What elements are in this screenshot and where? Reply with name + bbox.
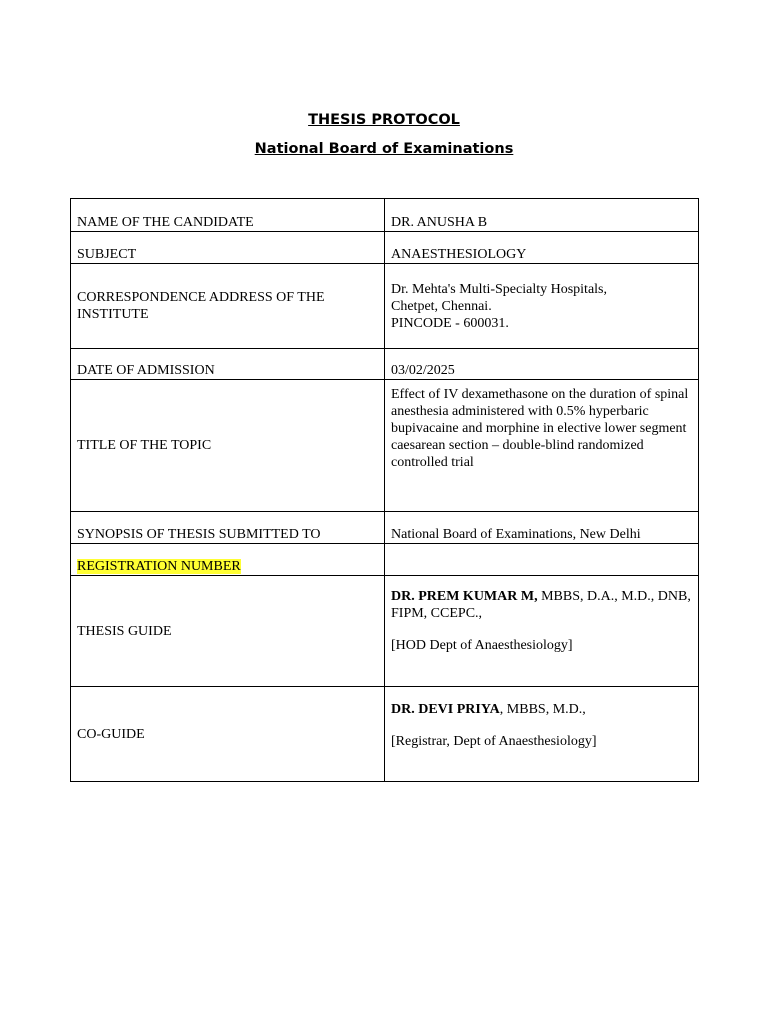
table-row-registration bbox=[71, 544, 699, 576]
address-line-3: PINCODE - 600031. bbox=[391, 315, 509, 331]
topic-value: Effect of IV dexamethasone on the duration of spinal anesthesia administered with 0.5% hyperbaric bupivacaine and morphine in elective lower segment caesarean section – double-blind randomized controlled trial bbox=[385, 380, 699, 512]
address-label: CORRESPONDENCE ADDRESS OF THE INSTITUTE bbox=[71, 264, 385, 349]
coguide-name: DR. DEVI PRIYA bbox=[391, 702, 500, 717]
protocol-table bbox=[70, 198, 699, 782]
guide-name-line bbox=[391, 588, 692, 622]
coguide-value bbox=[385, 687, 699, 782]
table-row-synopsis bbox=[71, 512, 699, 544]
guide-label: THESIS GUIDE bbox=[71, 576, 385, 687]
registration-label bbox=[71, 544, 385, 576]
guide-role: [HOD Dept of Anaesthesiology] bbox=[391, 638, 573, 653]
admission-value: 03/02/2025 bbox=[385, 349, 699, 380]
guide-name: DR. PREM KUMAR M, bbox=[391, 589, 538, 604]
table-row-topic bbox=[71, 380, 699, 512]
coguide-label: CO-GUIDE bbox=[71, 687, 385, 782]
subject-value: ANAESTHESIOLOGY bbox=[385, 232, 699, 264]
document-subtitle: National Board of Examinations bbox=[254, 141, 514, 157]
registration-value bbox=[385, 544, 699, 576]
table-row-guide bbox=[71, 576, 699, 687]
candidate-label: NAME OF THE CANDIDATE bbox=[71, 199, 385, 232]
table-row-coguide bbox=[71, 687, 699, 782]
subject-label: SUBJECT bbox=[71, 232, 385, 264]
admission-label: DATE OF ADMISSION bbox=[71, 349, 385, 380]
table-row-admission bbox=[71, 349, 699, 380]
registration-label-text: REGISTRATION NUMBER bbox=[77, 559, 241, 574]
guide-qualifications: MBBS, D.A., M.D., DNB, FIPM, CCEPC., bbox=[391, 589, 691, 621]
coguide-qualifications: , MBBS, M.D., bbox=[499, 702, 586, 717]
address-line-2: Chetpet, Chennai. bbox=[391, 298, 492, 314]
document-title: THESIS PROTOCOL bbox=[308, 112, 460, 128]
address-line-1: Dr. Mehta's Multi-Specialty Hospitals, bbox=[391, 281, 608, 297]
table-row-candidate bbox=[71, 199, 699, 232]
synopsis-label: SYNOPSIS OF THESIS SUBMITTED TO bbox=[71, 512, 385, 544]
table-row-address bbox=[71, 264, 699, 349]
synopsis-value: National Board of Examinations, New Delhi bbox=[385, 512, 699, 544]
table-row-subject bbox=[71, 232, 699, 264]
address-value bbox=[385, 264, 699, 349]
coguide-name-line bbox=[391, 701, 692, 718]
guide-value bbox=[385, 576, 699, 687]
topic-label: TITLE OF THE TOPIC bbox=[71, 380, 385, 512]
coguide-role: [Registrar, Dept of Anaesthesiology] bbox=[391, 734, 597, 749]
candidate-value: DR. ANUSHA B bbox=[385, 199, 699, 232]
